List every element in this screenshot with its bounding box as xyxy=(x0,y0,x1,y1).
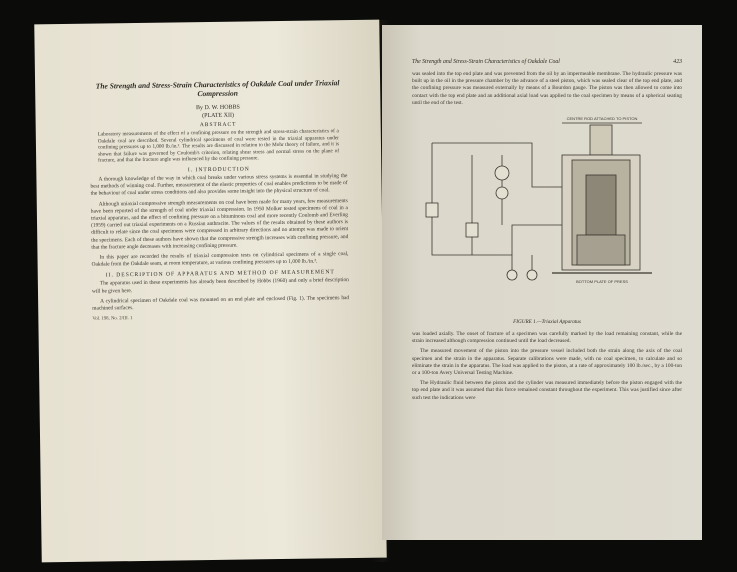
running-head xyxy=(412,59,682,65)
section-heading-introduction: I. INTRODUCTION xyxy=(187,166,250,174)
plate-label: (PLATE XII) xyxy=(202,112,235,120)
valve-icon xyxy=(426,203,438,217)
figure-label-top: CENTRE ROD ATTACHED TO PISTON xyxy=(566,116,638,122)
right-page xyxy=(382,25,702,540)
coal-specimen-shape xyxy=(586,175,616,235)
oil-pipe-bottom xyxy=(472,225,562,255)
end-plate-shape xyxy=(577,235,625,265)
section-heading-apparatus: II. DESCRIPTION OF APPARATUS AND METHOD OF MEASUREMENT xyxy=(105,269,335,279)
paragraph: Although uniaxial compressive strength measurements on coal have been made for many years, few measurements have been reported of the strength of coal under triaxial compression. In 1950 Molker tested specimens of coal in a triaxial apparatus, and the effect of confining pressure on a bituminous coal and more recently Coulomb and Everling (1959) carried out triaxial experiments on a Russian anthracite. The values of the results obtained by these authors is difficult to relate since the coal specimens were compressed in arbitrary directions and no attempt was made to orient the specimens. Each of these authors have shown that the compressive strength increases with confining pressure, and that the fracture angle decreases with increasing confining pressure. xyxy=(90,197,349,251)
figure-caption: FIGURE 1.—Triaxial Apparatus xyxy=(513,319,581,326)
paragraph: The measured movement of the piston into the pressure vessel included both the strain along the axis of the coal specimen and the strain in the apparatus. Separate calibrations were made, with no coal specimen, to calculate and so eliminate the strain in the apparatus. The load was applied to the piston, at a rate of approximately 100 lb./sec., by a 100-ton or a 100-ton Avery Universal Testing Machine. xyxy=(412,348,682,377)
abstract-label: ABSTRACT xyxy=(199,121,237,129)
paragraph: The Hydraulic fluid between the piston and the cylinder was measured immediately before the piston engaged with the top end plate and it was assumed that this force remained constant throughout the experiment. This was justified since after such test the indications were xyxy=(412,380,682,401)
footer-note: Vol. 198, No. 2/III. 1 xyxy=(92,316,133,322)
triaxial-apparatus-figure xyxy=(412,115,682,315)
article-title: The Strength and Stress-Strain Characteristics of Oakdale Coal under Triaxial Compression xyxy=(95,78,340,99)
pump-icon xyxy=(527,270,537,280)
abstract-text: Laboratory measurements of the effect of a confining pressure on the strength and stress-strain characteristics of a Oakdale coal are described. Several cylindrical specimens of coal were tested in the triaxial apparatus under confining pressures up to 1,000 lb./in.². The results are discussed in relation to the Mohr theory of failure, and it is shown that failure was governed by Coulomb's criterion, relating shear stress and normal stress on the plane of fracture, and that the fracture angle was influenced by the confining pressure. xyxy=(97,128,340,164)
page-number: 423 xyxy=(673,59,682,65)
paragraph: The apparatus used in these experiments has already been described by Hobbs (1960) and only a brief description will be given here. xyxy=(91,277,349,295)
gauge-icon xyxy=(496,187,508,199)
paragraph: was loaded axially. The onset of fracture of a specimen was carefully marked by the load remaining constant, while the strain increased although compression continued until the load decreased. xyxy=(412,331,682,345)
pump-icon xyxy=(507,270,517,280)
article-author: By D. W. HOBBS xyxy=(195,104,240,112)
paragraph: In this paper are recorded the results of triaxial compression tests on cylindrical specimens of a single coal, Oakdale from the Oakdale seam, at room temperature, at various confining pressures up to 1,000 lb./in.². xyxy=(91,251,349,268)
paragraph: A thorough knowledge of the way in which coal breaks under various stress systems is essential in studying the best methods of winning coal. Further, measurement of the elastic properties of coal enables predictions to be made of the behaviour of coal under stress conditions and also provides some insight into the physical structure of coal. xyxy=(90,173,348,198)
figure-label-bottom: BOTTOM PLATE OF PRESS xyxy=(576,279,628,285)
piston-shape xyxy=(590,125,612,155)
oil-pipe-top xyxy=(432,143,562,187)
paragraph: A cylindrical specimen of Oakdale coal was mounted on an end plate and enclosed (Fig. 1). The specimens had machined surfaces. xyxy=(92,294,350,312)
apparatus-diagram xyxy=(412,115,682,315)
oil-pipe-left xyxy=(432,143,472,255)
running-head-title: The Strength and Stress-Strain Characteristics of Oakdale Coal xyxy=(412,59,560,65)
left-page xyxy=(34,20,386,563)
valve-icon xyxy=(466,223,478,237)
paragraph: was sealed into the top end plate and was prevented from the oil by an impermeable membrane. The hydraulic pressure was built up in the oil in the pressure chamber by the advance of a steel piston, which was sealed clear of the top end plate, and the confining pressure was measured externally by means of a Bourdon gauge. The piston was then allowed to come into contact with the top end plate and an additional axial load was applied to the coal specimen by means of a spherical seating until the end of the test. xyxy=(412,71,682,106)
gauge-icon xyxy=(495,166,509,180)
